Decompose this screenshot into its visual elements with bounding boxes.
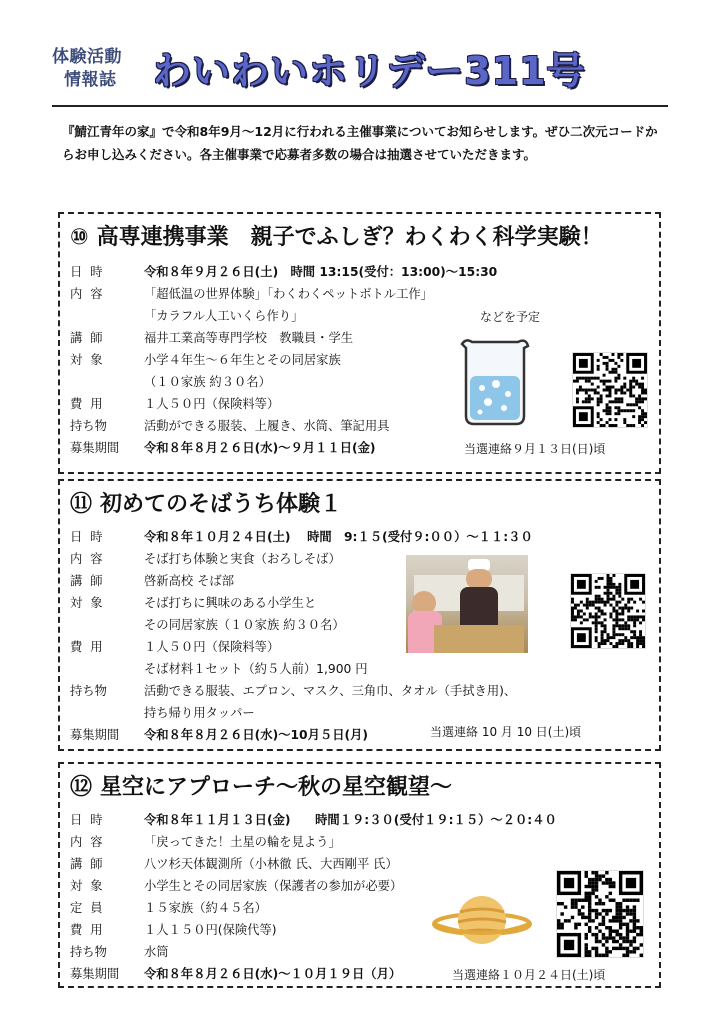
detail-label: 日時 — [70, 530, 111, 544]
selection-notice: 当選連絡 10 月 10 日(土)頃 — [430, 725, 582, 739]
detail-value: 八ツ杉天体観測所（小林徹 氏、大西剛平 氏） — [144, 857, 398, 871]
event-title — [70, 487, 342, 518]
detail-value: 小学生とその同居家族（保護者の参加が必要） — [144, 879, 403, 893]
detail-value: （１０家族 約３０名） — [144, 375, 271, 389]
qr-code[interactable] — [572, 352, 648, 428]
detail-value: 福井工業高等専門学校 教職員・学生 — [144, 331, 354, 345]
header-label-line2: 情報誌 — [64, 70, 117, 90]
detail-label: 持ち物 — [70, 684, 107, 698]
detail-value: １５家族（約４５名） — [144, 901, 267, 915]
detail-value: 活動できる服装、エプロン、マスク、三角巾、タオル（手拭き用)、 — [144, 684, 517, 698]
detail-label: 講師 — [70, 331, 111, 345]
detail-label: 定員 — [70, 901, 111, 915]
detail-value: １人１５０円(保険代等) — [144, 923, 277, 937]
detail-label: 内容 — [70, 552, 111, 566]
newsletter-title: わいわいホリデー311号 — [153, 49, 586, 93]
qr-code[interactable] — [556, 870, 644, 958]
event-card-10 — [58, 212, 661, 474]
detail-label: 日時 — [70, 265, 111, 279]
event-number: ⑩ — [70, 225, 89, 250]
detail-label: 対象 — [70, 596, 111, 610]
detail-label: 講師 — [70, 574, 111, 588]
event-title — [70, 220, 603, 251]
detail-value: その同居家族（１０家族 約３０名） — [144, 618, 345, 632]
detail-label: 内容 — [70, 287, 111, 301]
header-divider — [52, 105, 668, 107]
detail-value: 小学４年生～６年生とその同居家族 — [144, 353, 341, 367]
event-title-text: 初めてのそばうち体験１ — [100, 492, 343, 517]
detail-value: １人５０円（保険料等） — [144, 640, 280, 654]
detail-value: そば打ちに興味のある小学生と — [144, 596, 317, 610]
detail-value: １人５０円（保険料等） — [144, 397, 280, 411]
soba-class-photo — [406, 555, 528, 653]
detail-value: 令和８年８月２６日(水)～10月５日(月) — [144, 728, 369, 742]
detail-value: 令和８年９月２６日(土) 時間 13:15(受付：13:00)～15:30 — [144, 265, 498, 279]
detail-label: 内容 — [70, 835, 111, 849]
detail-value: 令和８年８月２６日(水)～１０月１９日（月） — [144, 967, 402, 981]
detail-label: 費用 — [70, 640, 111, 654]
qr-code[interactable] — [570, 573, 646, 649]
event-number: ⑫ — [70, 775, 93, 800]
selection-notice: 当選連絡１０月２４日(土)頃 — [452, 968, 606, 982]
detail-value: 「カラフル人工いくら作り」 — [144, 309, 304, 323]
detail-value: 令和８年１０月２４日(土) 時間 9:１５(受付９:００）～１１:３０ — [144, 530, 533, 544]
detail-label: 募集期間 — [70, 967, 120, 981]
detail-value: 「戻ってきた！土星の輪を見よう」 — [144, 835, 341, 849]
detail-value: 令和８年８月２６日(水)～９月１１日(金) — [144, 441, 376, 455]
event-number: ⑪ — [70, 492, 93, 517]
detail-label: 日時 — [70, 813, 111, 827]
event-card-11 — [58, 479, 661, 751]
detail-label: 講師 — [70, 857, 111, 871]
event-card-12 — [58, 762, 661, 988]
detail-value: そば打ち体験と実食（おろしそば） — [144, 552, 341, 566]
intro-paragraph: 『鯖江青年の家』で令和8年9月～12月に行われる主催事業についてお知らせします。ぜひ二次元コードからお申し込みください。各主催事業で応募者多数の場合は抽選させていただきます。 — [62, 124, 658, 162]
detail-value: そば材料１セット（約５人前）1,900 円 — [144, 662, 368, 676]
detail-label: 対象 — [70, 353, 111, 367]
header-label-line1: 体験活動 — [52, 47, 122, 67]
beaker-icon — [456, 336, 534, 428]
detail-value: 令和８年１１月１３日(金) 時間１９:３０(受付１９:１５）～２０:４０ — [144, 813, 557, 827]
event-title-text: 高専連携事業 親子でふしぎ？わくわく科学実験！ — [96, 225, 603, 250]
detail-value: 活動ができる服装、上履き、水筒、筆記用具 — [144, 419, 390, 433]
detail-value: 持ち帰り用タッパー — [144, 706, 255, 720]
selection-notice: 当選連絡９月１３日(日)頃 — [464, 442, 606, 456]
detail-label: 費用 — [70, 397, 111, 411]
detail-value: 「超低温の世界体験」「わくわくペットボトル工作」 — [144, 287, 433, 301]
detail-value: 啓新高校 そば部 — [144, 574, 234, 588]
event-title-text: 星空にアプローチ～秋の星空観望～ — [100, 775, 453, 800]
saturn-icon — [432, 888, 532, 954]
detail-label: 持ち物 — [70, 945, 107, 959]
detail-label: 費用 — [70, 923, 111, 937]
detail-label: 持ち物 — [70, 419, 107, 433]
detail-value: 水筒 — [144, 945, 169, 959]
detail-label: 募集期間 — [70, 441, 120, 455]
detail-label: 募集期間 — [70, 728, 120, 742]
event-title — [70, 770, 452, 801]
detail-label: 対象 — [70, 879, 111, 893]
event-extra-note: などを予定 — [480, 310, 541, 324]
